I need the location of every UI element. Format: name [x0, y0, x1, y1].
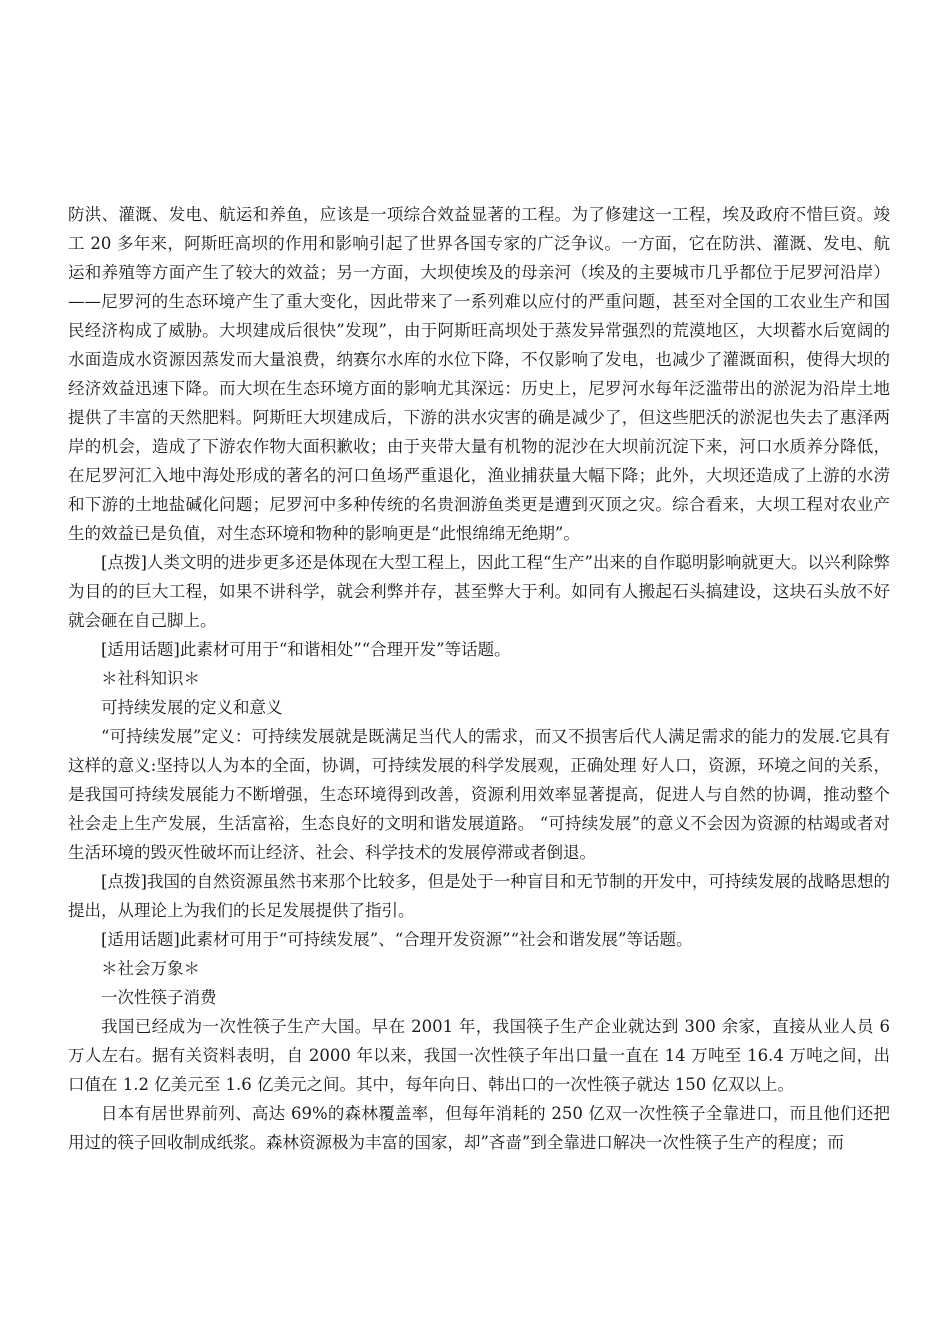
section-title: 可持续发展的定义和意义 [101, 698, 283, 717]
tip-paragraph: [点拨]我国的自然资源虽然书来那个比较多，但是处于一种盲目和无节制的开发中，可持续发展的战略思想的提出，从理论上为我们的长足发展提供了指引。 [68, 872, 890, 920]
section-title: 一次性筷子消费 [101, 988, 217, 1007]
topic-paragraph: [适用话题]此素材可用于“和谐相处”“合理开发”等话题。 [101, 640, 511, 659]
sustainability-paragraph: “可持续发展”定义：可持续发展就是既满足当代人的需求，而又不损害后代人满足需求的能力的发展.它具有这样的意义:坚持以人为本的全面，协调，可持续发展的科学发展观，正确处理 好人口，资源，环境之间的关系，是我国可持续发展能力不断增强，生态环境得到改善，资源利用效率显著提高，促进人与自然的协调，推动整个社会走上生产发展，生活富裕，生态良好的文明和谐发展道路。 “可持续发展”的意义不会因为资源的枯竭或者对生活环境的毁灭性破坏而让经济、社会、科学技术的发展停滞或者倒退。 [68, 727, 890, 862]
japan-paragraph: 日本有居世界前列、高达 69%的森林覆盖率，但每年消耗的 250 亿双一次性筷子全靠进口，而且他们还把用过的筷子回收制成纸浆。森林资源极为丰富的国家，却”吝啬”到全靠进口解决一次性筷子生产的程度；而 [68, 1104, 890, 1152]
category-heading: ＊社会万象＊ [101, 959, 200, 978]
tip-paragraph: [点拨]人类文明的进步更多还是体现在大型工程上，因此工程“生产”出来的自作聪明影响就更大。以兴利除弊为目的的巨大工程，如果不讲科学，就会利弊并存，甚至弊大于利。如同有人搬起石头搞建设，这块石头放不好就会砸在自己脚上。 [68, 553, 890, 630]
document-page [68, 200, 890, 1157]
aswan-dam-paragraph: 防洪、灌溉、发电、航运和养鱼，应该是一项综合效益显著的工程。为了修建这一工程，埃及政府不惜巨资。竣工 20 多年来，阿斯旺高坝的作用和影响引起了世界各国专家的广泛争议。一方面，它在防洪、灌溉、发电、航运和养殖等方面产生了较大的效益；另一方面，大坝使埃及的母亲河（埃及的主要城市几乎都位于尼罗河沿岸）——尼罗河的生态环境产生了重大变化，因此带来了一系列难以应付的严重问题，甚至对全国的工农业生产和国民经济构成了威胁。大坝建成后很快”发现”，由于阿斯旺高坝处于蒸发异常强烈的荒漠地区，大坝蓄水后宽阔的水面造成水资源因蒸发而大量浪费，纳赛尔水库的水位下降，不仅影响了发电，也减少了灌溉面积，使得大坝的经济效益迅速下降。而大坝在生态环境方面的影响尤其深远：历史上，尼罗河水每年泛滥带出的淤泥为沿岸土地提供了丰富的天然肥料。阿斯旺大坝建成后，下游的洪水灾害的确是减少了，但这些肥沃的淤泥也失去了惠泽两岸的机会，造成了下游农作物大面积歉收；由于夹带大量有机物的泥沙在大坝前沉淀下来，河口水质养分降低，在尼罗河汇入地中海处形成的著名的河口鱼场严重退化，渔业捕获量大幅下降；此外，大坝还造成了上游的水涝和下游的土地盐碱化问题；尼罗河中多种传统的名贵洄游鱼类更是遭到灭顶之灾。综合看来，大坝工程对农业产生的效益已是负值，对生态环境和物种的影响更是“此恨绵绵无绝期”。 [68, 205, 890, 543]
chopsticks-paragraph: 我国已经成为一次性筷子生产大国。早在 2001 年，我国筷子生产企业就达到 300 余家，直接从业人员 6 万人左右。据有关资料表明，自 2000 年以来，我国一次性筷子年出口量一直在 14 万吨至 16.4 万吨之间，出口值在 1.2 亿美元至 1.6 亿美元之间。其中，每年向日、韩出口的一次性筷子就达 150 亿双以上。 [68, 1017, 890, 1094]
topic-paragraph: [适用话题]此素材可用于“可持续发展”、“合理开发资源”“社会和谐发展”等话题。 [101, 930, 693, 949]
category-heading: ＊社科知识＊ [101, 669, 200, 688]
